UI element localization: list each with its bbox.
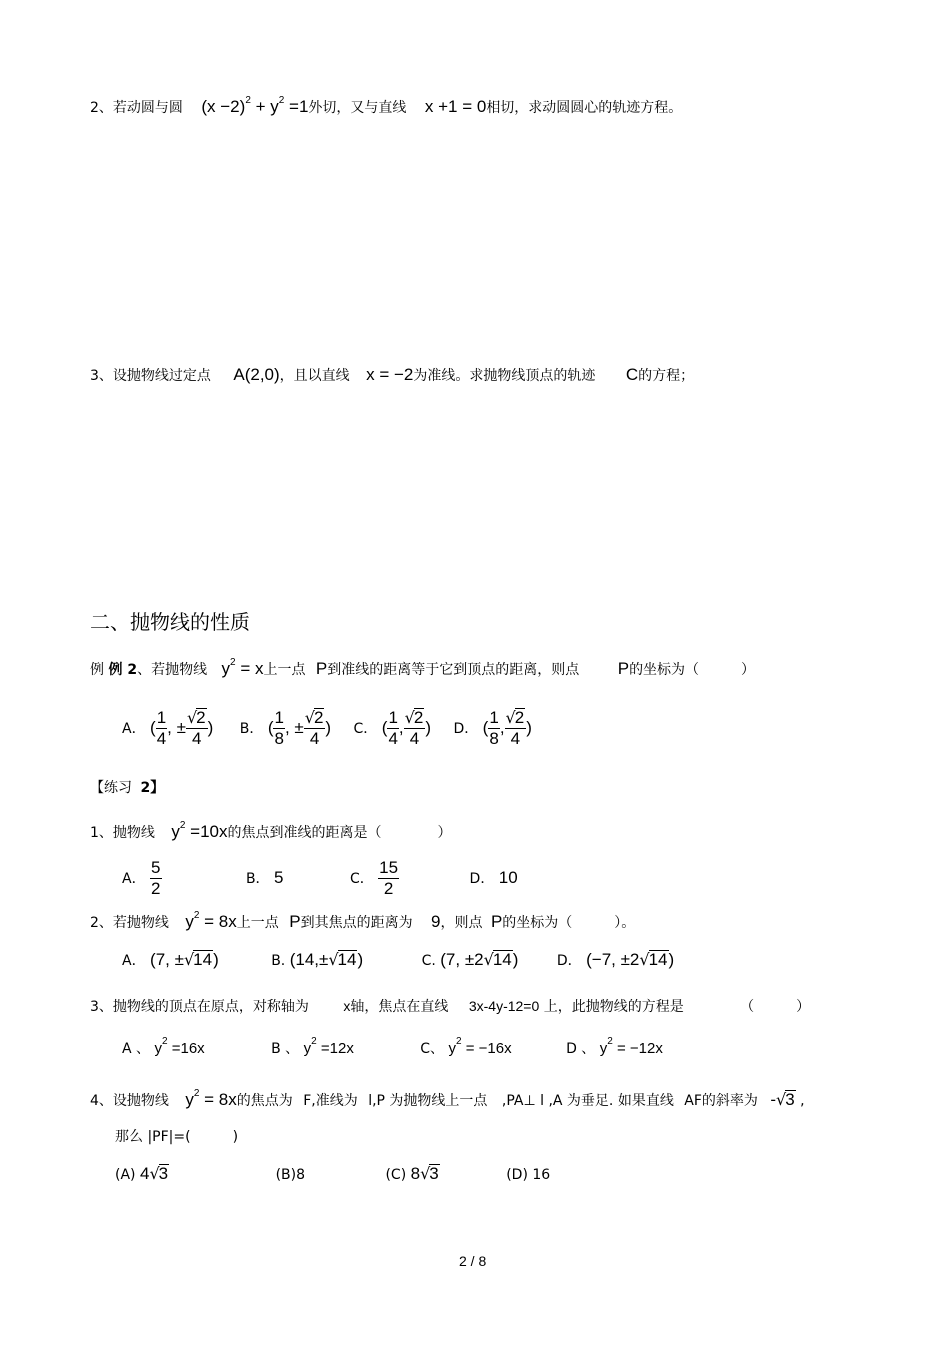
q2-line-equation: x +1 = 0 (424, 97, 487, 116)
question-3 (90, 365, 694, 385)
practice-label: 【练习 (90, 780, 132, 796)
p3-option-c-label: C、 (420, 1041, 445, 1057)
p3-answer-paren: （ ） (740, 999, 811, 1015)
page-number: 2 / 8 (459, 1253, 487, 1269)
p4-line2: 那么 |PF|=( ) (115, 1129, 239, 1145)
p1-text: 的焦点到准线的距离是（ ） (227, 825, 452, 841)
p4-equation: $y^2 = 8x$ (185, 1088, 237, 1109)
ex2-option-a-label: A． (122, 720, 146, 737)
p3-option-b-label: B 、 (271, 1041, 300, 1057)
p1-option-c-label: C． (349, 870, 374, 887)
q3-text2: 为准线。求抛物线顶点的轨迹 (413, 368, 596, 384)
p1-option-a: A． $\frac{5}{2}$ (122, 858, 161, 898)
p2-option-b: B. (14,±√14) (271, 950, 364, 969)
ex2-options (122, 708, 532, 749)
p1-option-a-label: A． (122, 870, 146, 887)
q3-point: A(2,0) (233, 365, 280, 384)
q2-number: 2、若动圆与圆 (90, 100, 183, 116)
p4-option-c: (C) 8√3 (385, 1164, 439, 1183)
p2-option-d-label: D． (556, 953, 582, 969)
p2-equation: $y^2 = 8x$ (185, 910, 237, 931)
example-2 (90, 659, 755, 679)
ex2-text4: 的坐标为（ ） (629, 662, 756, 678)
p2-option-c: C. (7, ±2√14) (421, 950, 519, 969)
p4-text4: ,PA⊥ l ,A 为垂足. 如果直线 (501, 1093, 674, 1109)
practice-question-3 (90, 996, 810, 1016)
p3-text1: 轴，焦点在直线 (350, 999, 449, 1015)
p2-option-b-label: B. (271, 953, 286, 969)
p4-number: 4、设抛物线 (90, 1093, 169, 1109)
ex2-text3: 到准线的距离等于它到顶点的距离，则点 (327, 662, 580, 678)
q3-text1: ，且以直线 (279, 368, 350, 384)
p4-slope: -√3 (770, 1090, 795, 1109)
p3-option-c: C、 $y^2 = -16x$ (420, 1036, 512, 1057)
p1-option-d-label: D． (469, 870, 495, 887)
practice-question-1 (90, 822, 452, 842)
p3-line-equation: 3x-4y-12=0 (468, 998, 540, 1014)
ex2-option-d: D． ( $\frac{1}{8}$ , $\frac{√2}{4}$ ) (453, 708, 532, 748)
p2-options (122, 950, 674, 970)
q2-text2: 相切，求动圆圆心的轨迹方程。 (486, 100, 683, 116)
practice-question-4: 4、设抛物线 $y^2 = 8x$的焦点为 F,准线为 l,P 为抛物线上一点 ,PA⊥ l ,A 为垂足. 如果直线 AF的斜率为 -√3 , (90, 1088, 805, 1109)
p3-text2: 上，此抛物线的方程是 (543, 999, 684, 1015)
p2-text3: ，则点 (440, 915, 483, 931)
ex2-equation: $y^2 = x$ (221, 657, 264, 678)
section-title: 二、抛物线的性质 (90, 610, 250, 634)
p3-axis: x (343, 998, 351, 1014)
p4-option-a-label: (A) (115, 1167, 136, 1183)
p2-text1: 上一点 (236, 915, 279, 931)
p2-text2: 到其焦点的距离为 (300, 915, 413, 931)
q3-text3: 的方程； (638, 368, 695, 384)
q2-circle-equation: $(x -2)^2 + y^2 =1$ (201, 95, 309, 116)
p3-options (122, 1038, 663, 1058)
ex2-label: 例 例 2 (90, 662, 138, 678)
p1-number: 1、抛物线 (90, 825, 155, 841)
p1-option-b (245, 867, 284, 887)
p2-p: P (289, 912, 301, 931)
p3-number: 3、抛物线的顶点在原点，对称轴为 (90, 999, 309, 1015)
p3-option-a: A 、 $y^2 =16x$ (122, 1036, 205, 1057)
p2-distance: 9 (431, 912, 441, 931)
p1-option-b-label: B． (245, 870, 270, 887)
practice-title (90, 777, 164, 797)
p1-options (122, 858, 518, 899)
p2-number: 2、若抛物线 (90, 915, 169, 931)
p4-option-a: (A) 4√3 (115, 1164, 169, 1183)
ex2-option-a: A． ( $\frac{1}{4}$ , ± $\frac{√2}{4}$ ) (122, 708, 214, 748)
question-2 (90, 97, 682, 117)
practice-question-2 (90, 912, 635, 932)
ex2-option-c: C． ( $\frac{1}{4}$ , $\frac{√2}{4}$ ) (353, 708, 431, 748)
q3-c-label: C (625, 365, 639, 384)
p4-option-d: (D) 16 (506, 1167, 551, 1183)
p1-equation: $y^2 =10x$ (171, 820, 228, 841)
ex2-option-c-label: C． (353, 720, 378, 737)
p4-af: AF (684, 1093, 702, 1109)
ex2-text2: 上一点 (263, 662, 306, 678)
p2-option-d: D． (−7, ±2√14) (556, 950, 675, 969)
p4-text1: 的焦点为 (236, 1093, 293, 1109)
p2-p2: P (490, 912, 503, 931)
p2-option-a: A． (7, ±√14) (122, 950, 219, 969)
p3-option-d-label: D 、 (566, 1041, 596, 1057)
p1-option-c: C． $\frac{15}{2}$ (349, 858, 399, 898)
q2-text1: 外切，又与直线 (308, 100, 407, 116)
p2-option-a-label: A． (122, 953, 146, 969)
p2-option-c-label: C. (421, 953, 436, 969)
p4-f: F, (303, 1093, 316, 1109)
p4-text3: ,P 为抛物线上一点 (372, 1093, 488, 1109)
p3-option-b: B 、 $y^2 =12x$ (271, 1036, 354, 1057)
p4-text2: 准线为 (315, 1093, 358, 1109)
p1-option-d-value: 10 (498, 867, 518, 887)
p4-options (115, 1164, 550, 1184)
p1-option-d (469, 867, 518, 887)
p4-text5: 的斜率为 (701, 1093, 758, 1109)
p2-text4: 的坐标为（ ）。 (502, 915, 636, 931)
q3-directrix: x = −2 (366, 365, 414, 384)
p4-option-c-label: (C) (385, 1167, 407, 1183)
q3-number: 3、设抛物线过定点 (90, 368, 211, 384)
p1-option-b-value: 5 (274, 867, 284, 887)
ex2-num: 例 2 (108, 662, 138, 678)
ex2-p: P (315, 659, 328, 678)
ex2-option-b-label: B． (239, 720, 264, 737)
ex2-p2: P (617, 659, 630, 678)
p3-option-d: D 、 $y^2 = -12x$ (566, 1036, 663, 1057)
ex2-text1: 、若抛物线 (137, 662, 208, 678)
p3-option-a-label: A 、 (122, 1041, 151, 1057)
p4-l: l (368, 1093, 373, 1109)
p4-option-b: (B)8 (275, 1167, 305, 1183)
ex2-option-b: B． ( $\frac{1}{8}$ , ± $\frac{√2}{4}$ ) (239, 708, 332, 748)
practice-number: 2】 (140, 780, 165, 796)
ex2-option-d-label: D． (453, 720, 479, 737)
